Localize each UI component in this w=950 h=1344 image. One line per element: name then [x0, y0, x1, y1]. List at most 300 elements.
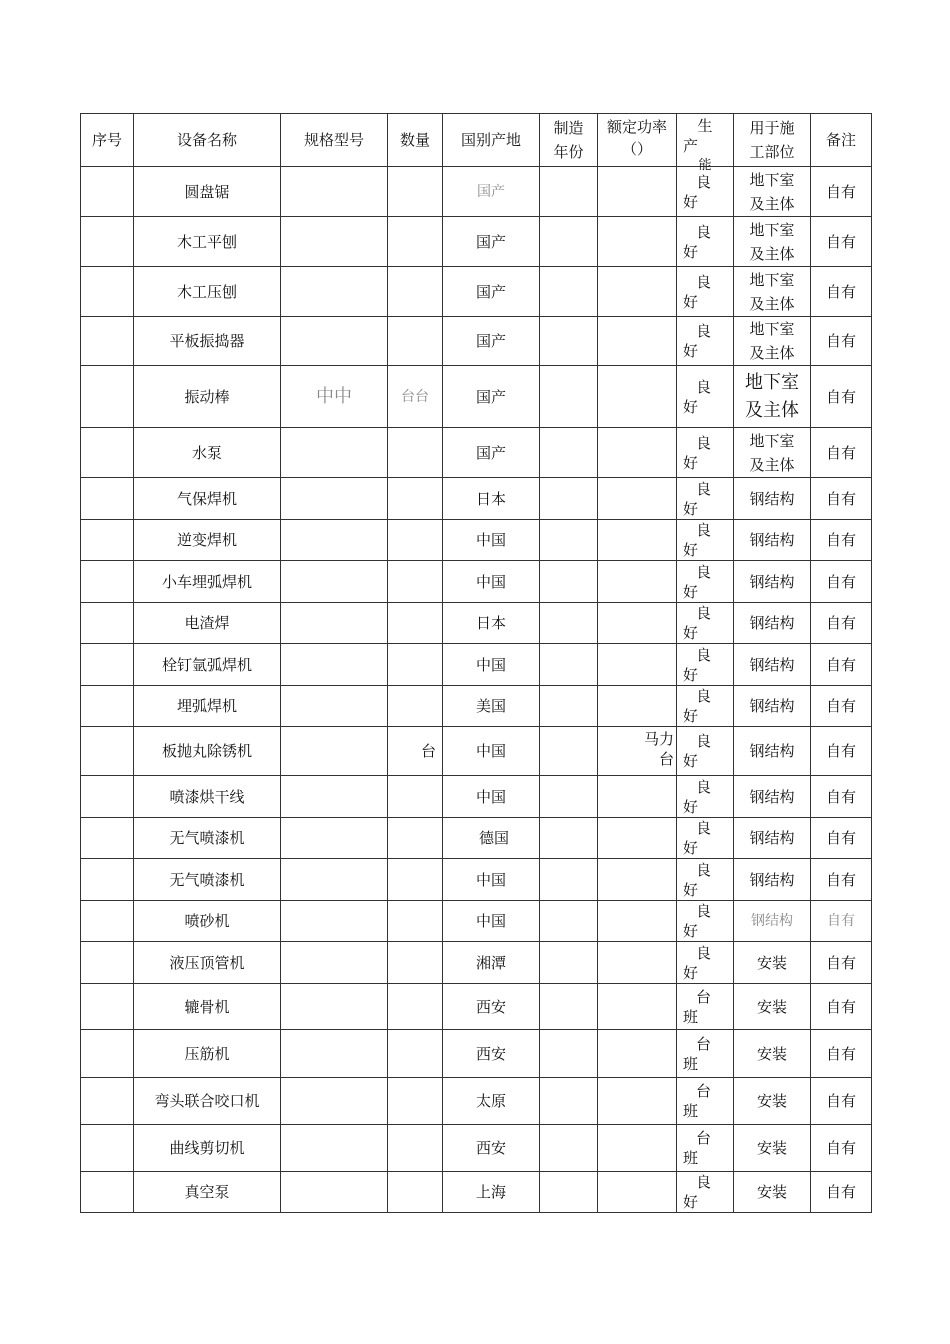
cell-condition: [677, 603, 734, 644]
cell-use: [734, 267, 811, 317]
cell-origin: 国产: [443, 317, 540, 366]
cell-condition: [677, 1030, 734, 1078]
condition-line2: 班: [683, 1007, 699, 1026]
cell-qty: [388, 1030, 443, 1078]
cell-origin: 日本: [443, 478, 540, 520]
cell-power: [598, 478, 677, 520]
cell-qty: [388, 267, 443, 317]
condition-line1: 良: [695, 521, 711, 539]
use-line2: 及主体: [745, 399, 799, 421]
condition-line2: 好: [683, 292, 699, 311]
header-power-line2: （）: [621, 140, 652, 158]
cell-origin: 西安: [443, 1030, 540, 1078]
cell-qty: [388, 901, 443, 942]
header-condition-line2: 产: [683, 137, 699, 155]
cell-qty: [388, 217, 443, 267]
condition-line1: 良: [695, 943, 711, 962]
cell-qty: 台: [388, 727, 443, 776]
cell-seq: [81, 267, 134, 317]
table-row: [81, 1125, 872, 1172]
cell-qty: 台台: [388, 366, 443, 428]
condition-line1: 良: [695, 819, 711, 837]
table-row: [81, 644, 872, 686]
cell-use: 钢结构: [734, 818, 811, 859]
cell-condition: [677, 818, 734, 859]
use-line2: 及主体: [749, 294, 795, 313]
use-line1: 地下室: [749, 220, 795, 239]
cell-power: [598, 859, 677, 901]
cell-origin: 上海: [443, 1172, 540, 1213]
cell-origin: 中国: [443, 727, 540, 776]
cell-year: [540, 984, 598, 1030]
cell-year: [540, 478, 598, 520]
cell-spec: [281, 1078, 388, 1125]
table-row: [81, 776, 872, 818]
cell-year: [540, 686, 598, 727]
cell-condition: [677, 1125, 734, 1172]
cell-origin: 太原: [443, 1078, 540, 1125]
cell-qty: [388, 520, 443, 561]
cell-power: [598, 167, 677, 217]
cell-power: [598, 366, 677, 428]
cell-use: [734, 217, 811, 267]
cell-condition: [677, 428, 734, 478]
header-note: 备注: [811, 114, 872, 167]
cell-spec: [281, 859, 388, 901]
cell-note: 自有: [811, 727, 872, 776]
cell-power: [598, 520, 677, 561]
cell-use: 钢结构: [734, 603, 811, 644]
cell-year: [540, 317, 598, 366]
cell-year: [540, 428, 598, 478]
cell-spec: [281, 644, 388, 686]
cell-seq: [81, 317, 134, 366]
cell-note: 自有: [811, 818, 872, 859]
cell-qty: [388, 603, 443, 644]
condition-line1: 良: [695, 604, 711, 622]
table-row: [81, 984, 872, 1030]
header-use-line2: 工部位: [749, 143, 795, 161]
cell-seq: [81, 818, 134, 859]
cell-note: 自有: [811, 603, 872, 644]
cell-qty: [388, 1078, 443, 1125]
cell-year: [540, 942, 598, 984]
condition-line1: 良: [695, 222, 711, 241]
condition-line1: 良: [695, 562, 711, 581]
cell-note: 自有: [811, 942, 872, 984]
condition-line1: 良: [695, 1173, 711, 1191]
cell-name: 圆盘锯: [134, 167, 281, 217]
condition-line1: 台: [695, 1129, 711, 1147]
table-row: [81, 267, 872, 317]
cell-qty: [388, 644, 443, 686]
cell-qty: [388, 167, 443, 217]
cell-year: [540, 818, 598, 859]
power-value: 马力台: [643, 730, 674, 768]
cell-qty: [388, 859, 443, 901]
cell-year: [540, 217, 598, 267]
cell-origin: 中国: [443, 520, 540, 561]
header-year: [540, 114, 598, 167]
cell-origin: 国产: [443, 167, 540, 217]
cell-year: [540, 1030, 598, 1078]
cell-name: 辘骨机: [134, 984, 281, 1030]
cell-use: 钢结构: [734, 727, 811, 776]
table-row: [81, 727, 872, 776]
cell-year: [540, 644, 598, 686]
header-condition-line1: 生: [697, 117, 713, 135]
cell-origin: 西安: [443, 984, 540, 1030]
cell-seq: [81, 776, 134, 818]
cell-name: 喷砂机: [134, 901, 281, 942]
cell-power: [598, 818, 677, 859]
cell-origin: 国产: [443, 267, 540, 317]
table-row: [81, 1078, 872, 1125]
cell-use: 钢结构: [734, 901, 811, 942]
header-power-line1: 额定功率: [606, 118, 667, 136]
cell-qty: [388, 561, 443, 603]
cell-qty: [388, 428, 443, 478]
cell-name: 栓钉氩弧焊机: [134, 644, 281, 686]
cell-year: [540, 727, 598, 776]
condition-line1: 良: [695, 433, 711, 452]
cell-power: [598, 727, 677, 776]
cell-use: 钢结构: [734, 644, 811, 686]
table-row: [81, 942, 872, 984]
cell-year: [540, 167, 598, 217]
cell-year: [540, 901, 598, 942]
equipment-table: [80, 113, 872, 1213]
cell-condition: [677, 644, 734, 686]
cell-qty: [388, 984, 443, 1030]
cell-power: [598, 1172, 677, 1213]
condition-line2: 好: [683, 665, 699, 684]
header-year-line1: 制造: [553, 119, 584, 137]
cell-condition: [677, 942, 734, 984]
cell-power: [598, 428, 677, 478]
cell-note: 自有: [811, 520, 872, 561]
cell-seq: [81, 217, 134, 267]
header-row: [81, 114, 872, 167]
condition-line2: 好: [683, 1193, 699, 1211]
cell-qty: [388, 1125, 443, 1172]
cell-note: 自有: [811, 317, 872, 366]
cell-seq: [81, 984, 134, 1030]
cell-spec: [281, 686, 388, 727]
cell-origin: 美国: [443, 686, 540, 727]
table-row: [81, 217, 872, 267]
use-line1: 地下室: [749, 431, 795, 450]
cell-name: 喷漆烘干线: [134, 776, 281, 818]
condition-line2: 好: [683, 963, 699, 982]
cell-condition: [677, 686, 734, 727]
cell-condition: [677, 561, 734, 603]
condition-line2: 好: [683, 342, 699, 360]
cell-year: [540, 520, 598, 561]
cell-condition: [677, 776, 734, 818]
cell-spec: 中中: [281, 366, 388, 428]
cell-power: [598, 1125, 677, 1172]
cell-spec: [281, 603, 388, 644]
cell-condition: [677, 727, 734, 776]
condition-line1: 台: [695, 987, 711, 1006]
cell-spec: [281, 942, 388, 984]
cell-power: [598, 217, 677, 267]
condition-line2: 好: [683, 541, 699, 559]
cell-name: 平板振捣器: [134, 317, 281, 366]
cell-condition: [677, 859, 734, 901]
cell-name: 振动棒: [134, 366, 281, 428]
condition-line2: 好: [683, 453, 699, 472]
table-row: [81, 167, 872, 217]
cell-qty: [388, 317, 443, 366]
cell-condition: [677, 984, 734, 1030]
cell-power: [598, 1030, 677, 1078]
cell-seq: [81, 520, 134, 561]
condition-line1: 良: [695, 322, 711, 340]
cell-use: 安装: [734, 1125, 811, 1172]
cell-origin: 日本: [443, 603, 540, 644]
cell-note: 自有: [811, 217, 872, 267]
cell-condition: [677, 520, 734, 561]
cell-spec: [281, 428, 388, 478]
cell-use: [734, 428, 811, 478]
cell-origin: 西安: [443, 1125, 540, 1172]
cell-seq: [81, 366, 134, 428]
table-row: [81, 561, 872, 603]
cell-seq: [81, 942, 134, 984]
cell-note: 自有: [811, 167, 872, 217]
use-line2: 及主体: [749, 455, 795, 474]
cell-condition: [677, 366, 734, 428]
cell-name: 无气喷漆机: [134, 818, 281, 859]
cell-seq: [81, 1078, 134, 1125]
condition-line2: 好: [683, 880, 699, 899]
condition-line1: 良: [695, 732, 711, 750]
cell-condition: [677, 478, 734, 520]
cell-spec: [281, 217, 388, 267]
cell-seq: [81, 901, 134, 942]
condition-line2: 好: [683, 397, 699, 416]
cell-origin: 德国: [443, 818, 540, 859]
condition-line2: 班: [683, 1102, 699, 1120]
cell-year: [540, 366, 598, 428]
cell-note: 自有: [811, 984, 872, 1030]
cell-power: [598, 776, 677, 818]
cell-condition: [677, 267, 734, 317]
header-name: 设备名称: [134, 114, 281, 167]
header-seq: 序号: [81, 114, 134, 167]
condition-line2: 好: [683, 752, 699, 770]
cell-spec: [281, 1172, 388, 1213]
header-condition-line3: 能: [698, 158, 712, 173]
cell-origin: 国产: [443, 428, 540, 478]
header-year-line2: 年份: [553, 143, 584, 161]
cell-origin: 中国: [443, 901, 540, 942]
cell-power: [598, 603, 677, 644]
table-row: [81, 317, 872, 366]
condition-line1: 良: [695, 902, 711, 920]
condition-line2: 好: [683, 192, 699, 211]
cell-power: [598, 942, 677, 984]
use-line1: 地下室: [749, 320, 795, 338]
cell-name: 板抛丸除锈机: [134, 727, 281, 776]
condition-line2: 好: [683, 242, 699, 261]
use-line1: 地下室: [749, 270, 795, 289]
condition-line2: 好: [683, 797, 699, 816]
cell-note: 自有: [811, 366, 872, 428]
condition-line2: 好: [683, 839, 699, 857]
cell-seq: [81, 603, 134, 644]
table-row: [81, 478, 872, 520]
cell-note: 自有: [811, 267, 872, 317]
cell-name: 水泵: [134, 428, 281, 478]
cell-seq: [81, 727, 134, 776]
cell-note: 自有: [811, 1030, 872, 1078]
cell-note: 自有: [811, 686, 872, 727]
cell-spec: [281, 561, 388, 603]
cell-spec: [281, 901, 388, 942]
condition-line1: 良: [695, 687, 711, 705]
cell-note: 自有: [811, 776, 872, 818]
cell-note: 自有: [811, 1172, 872, 1213]
cell-seq: [81, 167, 134, 217]
table-row: [81, 859, 872, 901]
cell-name: 曲线剪切机: [134, 1125, 281, 1172]
header-qty: 数量: [388, 114, 443, 167]
cell-use: 钢结构: [734, 776, 811, 818]
cell-power: [598, 317, 677, 366]
header-spec: 规格型号: [281, 114, 388, 167]
cell-spec: [281, 984, 388, 1030]
cell-year: [540, 776, 598, 818]
cell-condition: [677, 901, 734, 942]
condition-line2: 好: [683, 922, 699, 940]
cell-spec: [281, 776, 388, 818]
cell-origin: 国产: [443, 366, 540, 428]
cell-year: [540, 267, 598, 317]
cell-qty: [388, 1172, 443, 1213]
cell-power: [598, 1078, 677, 1125]
condition-line2: 班: [683, 1149, 699, 1167]
cell-power: [598, 901, 677, 942]
table-row: [81, 366, 872, 428]
cell-name: 压筋机: [134, 1030, 281, 1078]
cell-spec: [281, 727, 388, 776]
condition-line1: 台: [695, 1034, 711, 1053]
header-power: [598, 114, 677, 167]
cell-year: [540, 603, 598, 644]
cell-qty: [388, 942, 443, 984]
cell-seq: [81, 1125, 134, 1172]
cell-year: [540, 859, 598, 901]
cell-power: [598, 686, 677, 727]
condition-line2: 好: [683, 582, 699, 601]
cell-year: [540, 561, 598, 603]
table-row: [81, 901, 872, 942]
cell-qty: [388, 686, 443, 727]
cell-use: 安装: [734, 1030, 811, 1078]
cell-spec: [281, 478, 388, 520]
cell-origin: 中国: [443, 776, 540, 818]
cell-name: 无气喷漆机: [134, 859, 281, 901]
cell-year: [540, 1078, 598, 1125]
cell-year: [540, 1172, 598, 1213]
cell-power: [598, 644, 677, 686]
condition-line1: 良: [695, 272, 711, 291]
cell-seq: [81, 1030, 134, 1078]
cell-name: 木工平刨: [134, 217, 281, 267]
table-row: [81, 603, 872, 644]
cell-use: [734, 317, 811, 366]
cell-note: 自有: [811, 478, 872, 520]
cell-condition: [677, 167, 734, 217]
condition-line1: 良: [695, 479, 711, 498]
condition-line1: 良: [695, 645, 711, 664]
cell-year: [540, 1125, 598, 1172]
cell-seq: [81, 478, 134, 520]
cell-use: 安装: [734, 1172, 811, 1213]
cell-name: 电渣焊: [134, 603, 281, 644]
cell-origin: 中国: [443, 644, 540, 686]
cell-name: 弯头联合咬口机: [134, 1078, 281, 1125]
cell-power: [598, 267, 677, 317]
condition-line2: 班: [683, 1054, 699, 1073]
cell-note: 自有: [811, 561, 872, 603]
table-row: [81, 520, 872, 561]
cell-origin: 中国: [443, 859, 540, 901]
table-row: [81, 428, 872, 478]
cell-seq: [81, 644, 134, 686]
condition-line1: 良: [695, 860, 711, 879]
cell-use: [734, 366, 811, 428]
condition-line2: 好: [683, 707, 699, 725]
cell-seq: [81, 686, 134, 727]
cell-origin: 湘潭: [443, 942, 540, 984]
cell-note: 自有: [811, 859, 872, 901]
cell-spec: [281, 317, 388, 366]
cell-use: 钢结构: [734, 478, 811, 520]
cell-note: 自有: [811, 428, 872, 478]
cell-name: 埋弧焊机: [134, 686, 281, 727]
cell-spec: [281, 1030, 388, 1078]
cell-note: 自有: [811, 1078, 872, 1125]
table-row: [81, 818, 872, 859]
cell-qty: [388, 478, 443, 520]
cell-name: 真空泵: [134, 1172, 281, 1213]
condition-line1: 台: [695, 1082, 711, 1100]
cell-use: 安装: [734, 1078, 811, 1125]
condition-line1: 良: [695, 172, 711, 191]
cell-note: 自有: [811, 644, 872, 686]
cell-spec: [281, 818, 388, 859]
cell-name: 木工压刨: [134, 267, 281, 317]
cell-name: 液压顶管机: [134, 942, 281, 984]
table-row: [81, 1172, 872, 1213]
cell-note: 自有: [811, 901, 872, 942]
condition-line1: 良: [695, 377, 711, 396]
header-use: [734, 114, 811, 167]
cell-use: 钢结构: [734, 561, 811, 603]
cell-seq: [81, 859, 134, 901]
use-line2: 及主体: [749, 344, 795, 362]
cell-name: 小车埋弧焊机: [134, 561, 281, 603]
use-line2: 及主体: [749, 244, 795, 263]
cell-name: 气保焊机: [134, 478, 281, 520]
cell-use: 钢结构: [734, 859, 811, 901]
cell-qty: [388, 776, 443, 818]
cell-use: [734, 167, 811, 217]
